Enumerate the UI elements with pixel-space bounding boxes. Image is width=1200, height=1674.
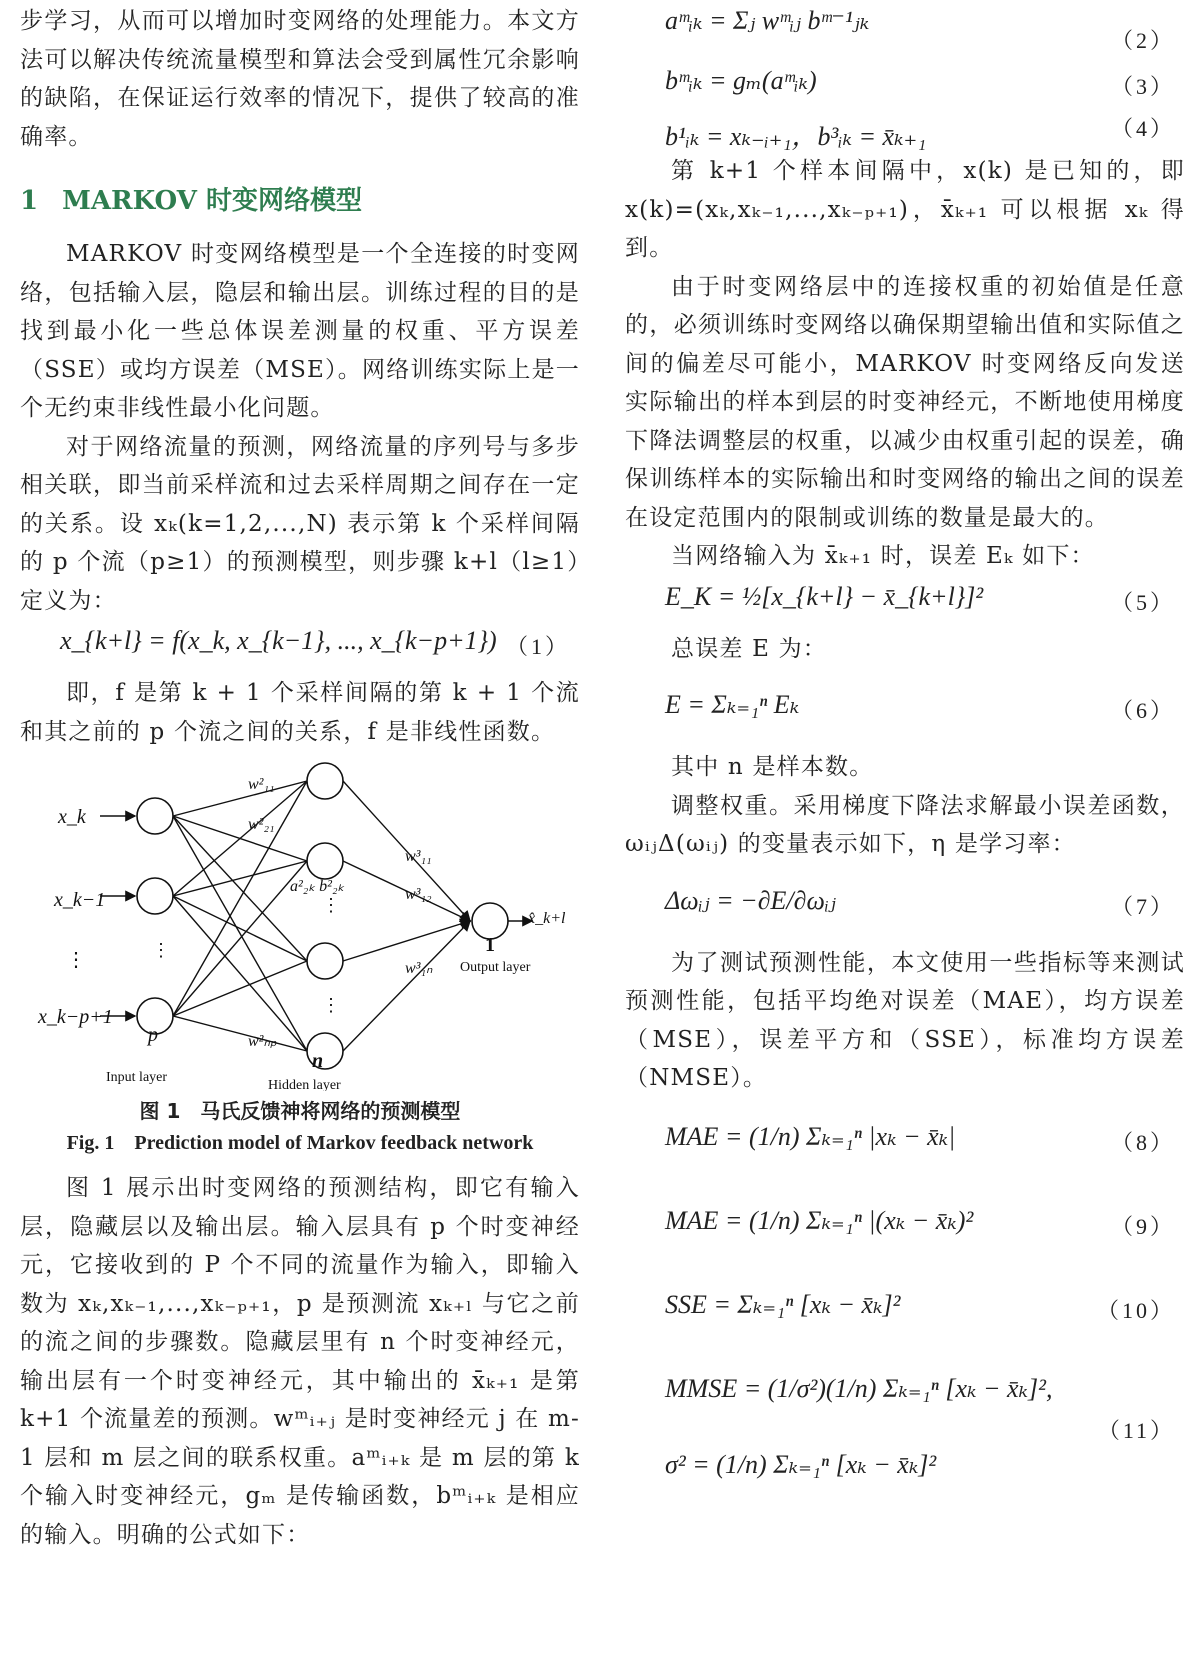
hidden-node-1: [307, 843, 343, 879]
paragraph-prediction-setup: 对于网络流量的预测，网络流量的序列号与多步相关联，即当前采样流和过去采样周期之间存在一定的关系。设 xₖ(k=1,2,...,N) 表示第 k 个采样间隔的 p 个流（p≥1）的预测模型，则步骤 k+l（l≥1）定义为：: [20, 433, 580, 614]
equation-2: [625, 0, 1185, 60]
p-label: p: [148, 1024, 158, 1046]
equation-3: [625, 60, 1185, 110]
input-node-1: [137, 878, 173, 914]
input-label-2: ⋮: [66, 949, 86, 971]
equation-1: [20, 620, 580, 674]
equation-6-number: （6）: [1110, 698, 1175, 723]
paragraph-sample-count: 其中 n 是样本数。: [671, 754, 874, 780]
equation-9-body: MAE = (1/n) Σₖ₌₁ⁿ |(xₖ − x̄ₖ)²: [665, 1205, 974, 1235]
equation-1-body: x_{k+l} = f(x_k, x_{k−1}, ..., x_{k−p+1}): [60, 626, 497, 655]
equation-11a-body: MMSE = (1/σ²)(1/n) Σₖ₌₁ⁿ [xₖ − x̄ₖ]²,: [665, 1373, 1053, 1403]
weight-label-w312: w³₁₂: [405, 886, 432, 903]
figure-caption-cn: 图 1 马氏反馈神将网络的预测模型: [139, 1099, 461, 1123]
output-layer-label: Output layer: [460, 960, 531, 975]
equation-5-body: E_K = ½[x_{k+l} − x̄_{k+l}]²: [665, 581, 984, 611]
ellipsis-0: ⋮: [152, 940, 170, 961]
edge-in-1-3: [173, 896, 307, 1051]
equation-6-body: E = Σₖ₌₁ⁿ Eₖ: [665, 690, 800, 719]
hidden-node-label: a²₂ₖ b²₂ₖ: [290, 878, 345, 895]
left-column: [20, 0, 580, 1554]
equation-5: [625, 576, 1185, 630]
paragraph-known-sample: 第 k+1 个样本间隔中，x(k) 是已知的，即 x(k)=(xₖ,xₖ₋₁,...,xₖ₋ₚ₊₁)，x̄ₖ₊₁ 可以根据 xₖ 得到。: [625, 158, 1185, 261]
input-label-0: x_k: [58, 806, 86, 828]
equation-7: [625, 864, 1185, 944]
input-layer-label: Input layer: [106, 1070, 168, 1085]
right-column: [625, 0, 1185, 1500]
hidden-node-0: [307, 763, 343, 799]
equation-2-number: （2）: [1110, 28, 1175, 53]
figure-caption-en: Fig. 1 Prediction model of Markov feedback network: [66, 1132, 534, 1154]
paragraph-intro-continued: 步学习，从而可以增加时变网络的处理能力。本文方法可以解决传统流量模型和算法会受到属性冗余影响的缺陷，在保证运行效率的情况下，提供了较高的准确率。: [20, 8, 580, 150]
equation-3-body: bᵐᵢₖ = gₘ(aᵐᵢₖ): [665, 66, 817, 95]
equation-5-number: （5）: [1110, 589, 1175, 615]
n-label: n: [312, 1050, 324, 1072]
paragraph-figure-explanation: 图 1 展示出时变网络的预测结构，即它有输入层，隐藏层以及输出层。输入层具有 p 个时变神经元，它接收到的 P 个不同的流量作为输入，即输入数为 xₖ,xₖ₋₁,...,xₖ₋ₚ₊₁，p 是预测流 xₖ₊ₗ 与它之前的流之间的步骤数。隐藏层里有 n 个时变神经元，输出层有一个时变神经元，其中输出的 x̄ₖ₊₁ 是第 k+1 个流量差的预测。wᵐᵢ₊ⱼ 是时变神经元 j 在 m-1 层和 m 层之间的联系权重。aᵐᵢ₊ₖ 是 m 层的第 k 个输入时变神经元，gₘ 是传输函数，bᵐᵢ₊ₖ 是相应的输入。明确的公式如下：: [20, 1175, 580, 1548]
edge-in-2-3: [173, 1016, 307, 1051]
equation-10: [625, 1266, 1185, 1350]
equation-11-number: （11）: [1097, 1417, 1175, 1443]
edge-in-2-0: [173, 781, 307, 1016]
equation-7-number: （7）: [1110, 893, 1175, 919]
input-label-3: x_k−p+1: [38, 1006, 113, 1028]
weight-label-w11: w²₁₁: [248, 776, 275, 793]
equation-11b-body: σ² = (1/n) Σₖ₌₁ⁿ [xₖ − x̄ₖ]²: [665, 1449, 937, 1479]
paragraph-metrics: 为了测试预测性能，本文使用一些指标等来测试预测性能，包括平均绝对误差（MAE），均方误差（MSE），误差平方和（SSE），标准均方误差（NMSE）。: [625, 949, 1185, 1091]
paragraph-total-error: 总误差 E 为：: [671, 635, 828, 662]
edge-in-2-2: [173, 961, 307, 1016]
ellipsis-1: ⋮: [322, 895, 340, 916]
weight-label-w311: w³₁₁: [405, 848, 432, 865]
equation-9: [625, 1182, 1185, 1266]
equation-9-number: （9）: [1110, 1213, 1175, 1239]
equation-2-body: aᵐᵢₖ = Σⱼ wᵐᵢⱼ bᵐ⁻¹ⱼₖ: [665, 6, 870, 35]
equation-8-body: MAE = (1/n) Σₖ₌₁ⁿ |xₖ − x̄ₖ|: [665, 1121, 956, 1151]
weight-label-w31n: w³₁ₙ: [405, 960, 433, 977]
network-diagram: [20, 761, 580, 1091]
paragraph-model-description: MARKOV 时变网络模型是一个全连接的时变网络，包括输入层，隐层和输出层。训练过程的目的是找到最小化一些总体误差测量的权重、平方误差（SSE）或均方误差（MSE）。网络训练实际上是一个无约束非线性最小化问题。: [20, 241, 580, 421]
equation-4: [625, 110, 1185, 152]
output-label: x̂_k+l: [528, 910, 566, 927]
output-node-label: 1: [485, 934, 495, 956]
equation-11: [625, 1350, 1185, 1500]
edge-in-1-2: [173, 896, 307, 961]
network-nodes: [137, 763, 508, 1069]
equation-10-body: SSE = Σₖ₌₁ⁿ [xₖ − x̄ₖ]²: [665, 1289, 901, 1319]
input-node-0: [137, 798, 173, 834]
paragraph-gradient: 调整权重。采用梯度下降法求解最小误差函数，ωᵢⱼΔ(ωᵢⱼ) 的变量表示如下，η 是学习率：: [625, 792, 1185, 857]
equation-8-number: （8）: [1110, 1129, 1175, 1155]
equation-4-body: b¹ᵢₖ = xₖ₋ᵢ₊₁，b³ᵢₖ = x̄ₖ₊₁: [665, 122, 927, 151]
hidden-node-2: [307, 943, 343, 979]
section-title: MARKOV 时变网络模型: [62, 186, 362, 216]
paragraph-error-intro: 当网络输入为 x̄ₖ₊₁ 时，误差 Eₖ 如下：: [671, 543, 1095, 569]
equation-4-number: （4）: [1110, 116, 1175, 141]
paragraph-f-relation: 即，f 是第 k + 1 个采样间隔的第 k + 1 个流和其之前的 p 个流之间的关系，f 是非线性函数。: [20, 680, 580, 745]
paragraph-training: 由于时变网络层中的连接权重的初始值是任意的，必须训练时变网络以确保期望输出值和实际值之间的偏差尽可能小，MARKOV 时变网络反向发送实际输出的样本到层的时变神经元，不断地使用梯度下降法调整层的权重，以减少由权重引起的误差，确保训练样本的实际输出和时变网络的输出之间的误差在设定范围内的限制或训练的数量是最大的。: [625, 273, 1185, 531]
network-figure: [20, 761, 580, 1161]
equation-10-number: （10）: [1096, 1297, 1175, 1323]
edge-in-0-3: [173, 816, 307, 1051]
equation-6: [625, 668, 1185, 748]
weight-label-wnp: w²ₙₚ: [248, 1033, 277, 1050]
section-number: 1: [20, 186, 39, 216]
weight-label-w21: w²₂₁: [248, 816, 275, 833]
input-label-1: x_k−1: [54, 889, 106, 911]
equation-8: [625, 1098, 1185, 1182]
section-heading: [20, 180, 580, 217]
equation-3-number: （3）: [1110, 74, 1175, 99]
hidden-layer-label: Hidden layer: [268, 1078, 341, 1091]
ellipsis-2: ⋮: [322, 995, 340, 1016]
equation-7-body: Δωᵢⱼ = −∂E/∂ωᵢⱼ: [665, 885, 836, 915]
equation-1-number: （1）: [505, 634, 570, 659]
